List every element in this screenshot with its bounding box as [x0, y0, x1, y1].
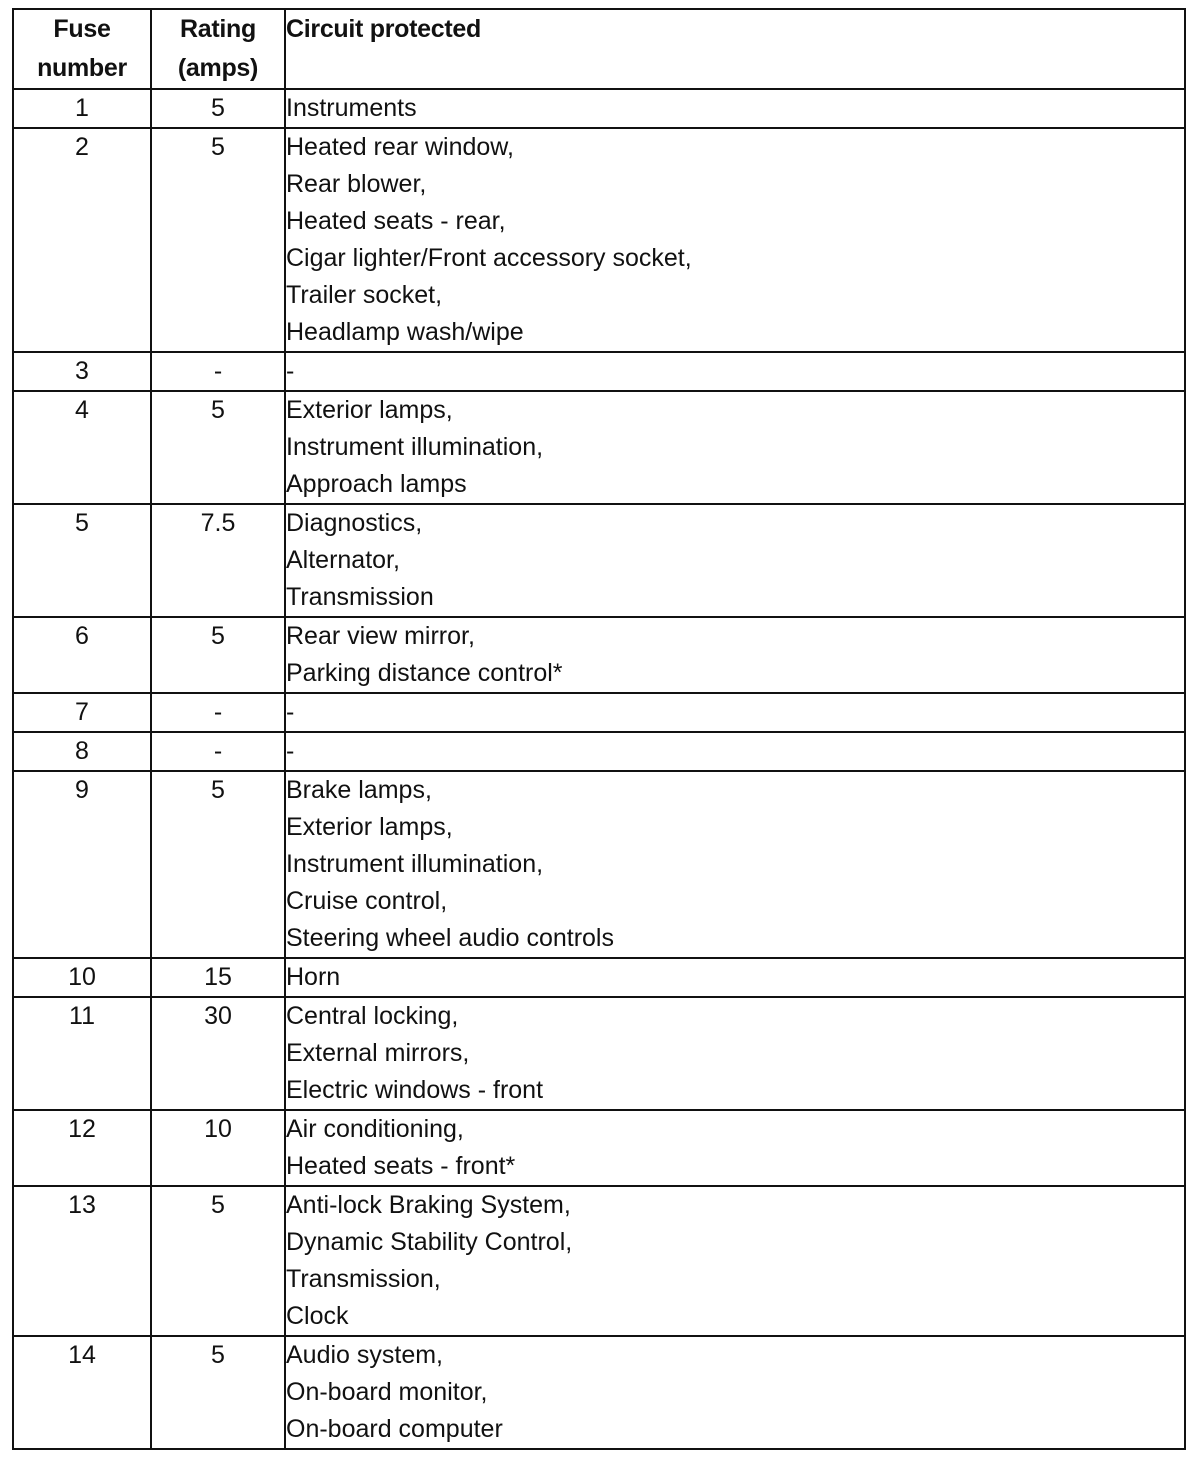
circuit-line: Heated rear window, [286, 133, 514, 161]
circuit-line: Alternator, [286, 546, 400, 574]
circuit-line: Cigar lighter/Front accessory socket, [286, 244, 692, 272]
header-rating-line-1: Rating [180, 15, 256, 43]
fuse-number-cell: 9 [13, 771, 151, 958]
circuit-line: Parking distance control* [286, 659, 563, 687]
rating-cell: 15 [151, 958, 285, 997]
circuit-line: Rear blower, [286, 170, 427, 198]
rating-cell: - [151, 732, 285, 771]
circuit-line: Approach lamps [286, 470, 467, 498]
fuse-number-cell: 8 [13, 732, 151, 771]
rating-cell: - [151, 693, 285, 732]
fuse-number-cell: 10 [13, 958, 151, 997]
circuit-cell [285, 128, 1185, 352]
circuit-line: Instruments [286, 94, 417, 122]
table-row [13, 997, 1185, 1110]
header-fuse-number [13, 9, 151, 89]
circuit-cell [285, 732, 1185, 771]
circuit-line: Heated seats - rear, [286, 207, 506, 235]
circuit-line: Transmission [286, 583, 434, 611]
circuit-line: Instrument illumination, [286, 850, 544, 878]
table-row [13, 771, 1185, 958]
circuit-line: Brake lamps, [286, 776, 432, 804]
rating-cell: 5 [151, 617, 285, 693]
rating-cell: 10 [151, 1110, 285, 1186]
circuit-cell [285, 352, 1185, 391]
fuse-number-cell: 12 [13, 1110, 151, 1186]
header-row [13, 9, 1185, 89]
table-row [13, 1186, 1185, 1336]
rating-cell: 5 [151, 1336, 285, 1449]
circuit-line: On-board computer [286, 1415, 503, 1443]
circuit-line: Cruise control, [286, 887, 448, 915]
fuse-number-cell: 11 [13, 997, 151, 1110]
circuit-line: Air conditioning, [286, 1115, 464, 1143]
circuit-line: Electric windows - front [286, 1076, 544, 1104]
circuit-cell [285, 771, 1185, 958]
circuit-line: Anti-lock Braking System, [286, 1191, 571, 1219]
header-fuse-number-line-2: number [37, 54, 127, 82]
circuit-cell [285, 504, 1185, 617]
circuit-line: Trailer socket, [286, 281, 443, 309]
circuit-line: - [286, 698, 295, 726]
table-row [13, 617, 1185, 693]
circuit-line: Transmission, [286, 1265, 441, 1293]
fuse-number-cell: 6 [13, 617, 151, 693]
circuit-cell [285, 1186, 1185, 1336]
circuit-line: Headlamp wash/wipe [286, 318, 524, 346]
table-row [13, 1110, 1185, 1186]
table-row [13, 958, 1185, 997]
fuse-number-cell: 4 [13, 391, 151, 504]
table-row [13, 352, 1185, 391]
circuit-line: Heated seats - front* [286, 1152, 516, 1180]
circuit-line: On-board monitor, [286, 1378, 488, 1406]
circuit-cell [285, 997, 1185, 1110]
rating-cell: 7.5 [151, 504, 285, 617]
fuse-number-cell: 2 [13, 128, 151, 352]
circuit-cell [285, 958, 1185, 997]
circuit-line: Horn [286, 963, 341, 991]
circuit-line: Central locking, [286, 1002, 459, 1030]
fuse-number-cell: 13 [13, 1186, 151, 1336]
header-circuit-line-1: Circuit protected [286, 15, 481, 43]
circuit-cell [285, 1336, 1185, 1449]
rating-cell: 5 [151, 771, 285, 958]
fuse-number-cell: 7 [13, 693, 151, 732]
header-rating [151, 9, 285, 89]
rating-cell: 5 [151, 128, 285, 352]
circuit-line: Diagnostics, [286, 509, 423, 537]
circuit-line: Audio system, [286, 1341, 444, 1369]
fuse-number-cell: 14 [13, 1336, 151, 1449]
fuse-table-body [13, 89, 1185, 1449]
table-row [13, 732, 1185, 771]
table-row [13, 89, 1185, 128]
circuit-line: Exterior lamps, [286, 396, 453, 424]
fuse-number-cell: 5 [13, 504, 151, 617]
header-fuse-number-line-1: Fuse [53, 15, 111, 43]
fuse-table [12, 8, 1186, 1450]
circuit-cell [285, 1110, 1185, 1186]
circuit-cell [285, 391, 1185, 504]
fuse-number-cell: 3 [13, 352, 151, 391]
circuit-cell [285, 89, 1185, 128]
rating-cell: - [151, 352, 285, 391]
table-row [13, 128, 1185, 352]
fuse-table-header [13, 9, 1185, 89]
table-row [13, 693, 1185, 732]
table-row [13, 1336, 1185, 1449]
header-rating-line-2: (amps) [177, 54, 259, 82]
circuit-line: Clock [286, 1302, 349, 1330]
table-row [13, 391, 1185, 504]
rating-cell: 5 [151, 391, 285, 504]
circuit-line: Dynamic Stability Control, [286, 1228, 573, 1256]
circuit-line: Rear view mirror, [286, 622, 475, 650]
circuit-line: External mirrors, [286, 1039, 470, 1067]
rating-cell: 5 [151, 89, 285, 128]
circuit-line: Instrument illumination, [286, 433, 544, 461]
table-row [13, 504, 1185, 617]
rating-cell: 30 [151, 997, 285, 1110]
circuit-cell [285, 693, 1185, 732]
rating-cell: 5 [151, 1186, 285, 1336]
fuse-number-cell: 1 [13, 89, 151, 128]
circuit-line: Exterior lamps, [286, 813, 453, 841]
circuit-cell [285, 617, 1185, 693]
circuit-line: Steering wheel audio controls [286, 924, 614, 952]
header-circuit-protected [285, 9, 1185, 89]
circuit-line: - [286, 737, 295, 765]
circuit-line: - [286, 357, 295, 385]
